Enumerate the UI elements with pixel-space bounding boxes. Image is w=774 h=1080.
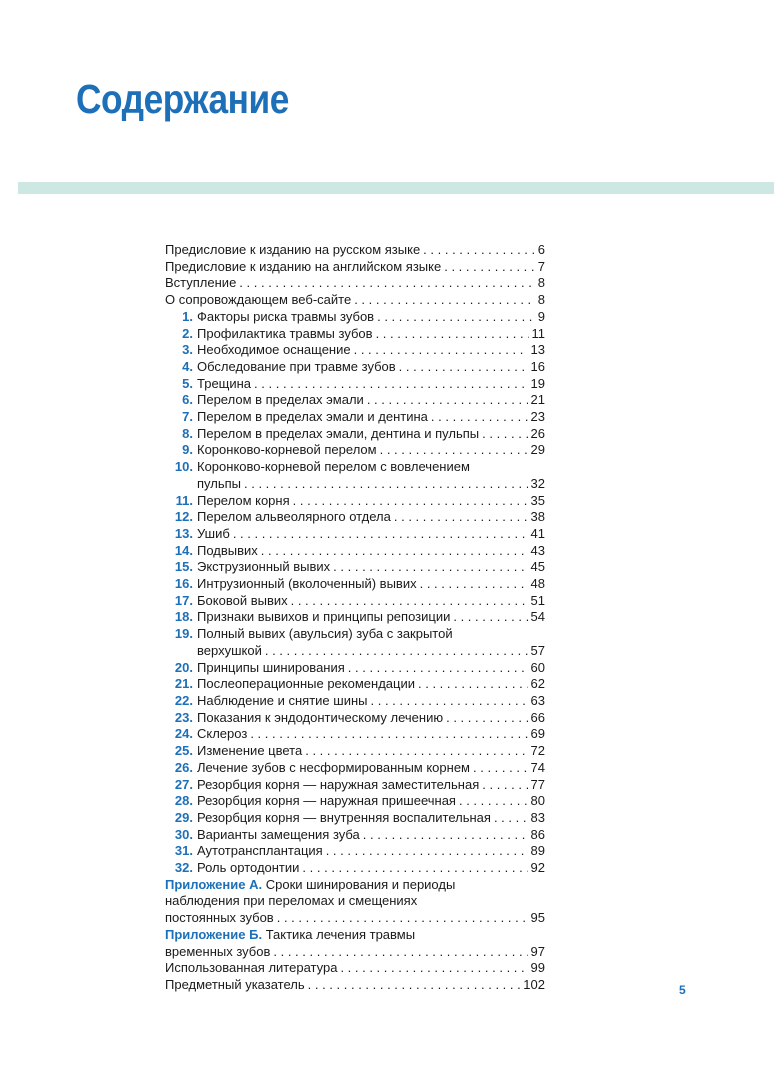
toc-line: [197, 643, 545, 660]
entry-title: Необходимое оснащение: [197, 342, 351, 358]
toc-chapter-entry: [165, 609, 545, 626]
chapter-body: [197, 860, 545, 877]
entry-title-line: Полный вывих (авульсия) зуба с закрытой: [197, 626, 453, 642]
dot-leader: [418, 676, 528, 693]
chapter-number: 10.: [174, 459, 193, 475]
chapter-body: [197, 543, 545, 560]
dot-leader: [376, 326, 529, 343]
entry-page: 41: [530, 525, 545, 541]
dot-leader: [340, 960, 527, 977]
toc-line: [197, 392, 545, 409]
toc-chapter-entry: [165, 426, 545, 443]
entry-page: 51: [530, 592, 545, 608]
toc-line: [197, 843, 545, 860]
chapter-number: 12.: [174, 509, 193, 525]
toc-line: [197, 743, 545, 760]
entry-page: 83: [530, 809, 545, 825]
toc-line: [197, 593, 545, 610]
entry-title: Склероз: [197, 726, 248, 742]
toc-line: [165, 960, 545, 977]
entry-title: Принципы шинирования: [197, 659, 345, 675]
dot-leader: [273, 944, 527, 961]
entry-page: 43: [530, 542, 545, 558]
toc-entry: [165, 259, 545, 276]
dot-leader: [233, 526, 528, 543]
chapter-body: [197, 760, 545, 777]
chapter-body: [197, 326, 545, 343]
appendix-title: Сроки шинирования и периоды: [265, 876, 456, 892]
chapter-body: [197, 810, 545, 827]
toc-line: [197, 726, 545, 743]
chapter-body: [197, 843, 545, 860]
toc-chapter-entry: [165, 392, 545, 409]
toc-chapter-entry: [165, 860, 545, 877]
entry-page: 54: [530, 609, 545, 625]
dot-leader: [371, 693, 528, 710]
chapter-body: [197, 576, 545, 593]
chapter-number: 13.: [174, 525, 193, 541]
toc-line: [197, 359, 545, 376]
chapter-body: [197, 827, 545, 844]
toc-line: [165, 242, 545, 259]
chapter-number: 26.: [174, 759, 193, 775]
entry-page: 45: [530, 559, 545, 575]
dot-leader: [348, 660, 528, 677]
entry-page: 102: [523, 976, 545, 992]
chapter-number: 14.: [174, 542, 193, 558]
chapter-body: [197, 309, 545, 326]
toc-line: [197, 660, 545, 677]
toc-line: [197, 409, 545, 426]
entry-title: Перелом в пределах эмали: [197, 392, 364, 408]
chapter-number: 16.: [174, 576, 193, 592]
entry-title: Аутотрансплантация: [197, 843, 323, 859]
entry-page: 63: [530, 692, 545, 708]
toc-line: [197, 860, 545, 877]
dot-leader: [420, 576, 528, 593]
dot-leader: [305, 743, 527, 760]
toc-chapter-entry: [165, 459, 545, 492]
toc-line: [197, 376, 545, 393]
entry-title: постоянных зубов: [165, 910, 274, 926]
header-band: [18, 182, 774, 194]
toc-chapter-entry: [165, 593, 545, 610]
dot-leader: [333, 559, 527, 576]
dot-leader: [293, 493, 528, 510]
toc-back-matter: [165, 960, 545, 993]
toc-chapter-entry: [165, 793, 545, 810]
toc-front-matter: [165, 242, 545, 309]
chapter-body: [197, 459, 545, 492]
entry-page: 62: [530, 676, 545, 692]
chapter-number: 1.: [182, 308, 193, 324]
entry-title: Варианты замещения зуба: [197, 826, 360, 842]
entry-title: Резорбция корня — наружная пришеечная: [197, 793, 456, 809]
entry-title: Факторы риска травмы зубов: [197, 308, 375, 324]
dot-leader: [367, 392, 528, 409]
chapter-body: [197, 743, 545, 760]
dot-leader: [277, 910, 528, 927]
dot-leader: [446, 710, 527, 727]
chapter-body: [197, 359, 545, 376]
appendix-title: Тактика лечения травмы: [265, 926, 416, 942]
dot-leader: [291, 593, 528, 610]
entry-page: 74: [530, 759, 545, 775]
appendix-first-line: [165, 877, 545, 894]
toc-line: [165, 977, 545, 994]
entry-page: 38: [530, 509, 545, 525]
entry-page: 77: [530, 776, 545, 792]
chapter-number: 24.: [174, 726, 193, 742]
toc-line: [197, 827, 545, 844]
dot-leader: [244, 476, 528, 493]
toc-line: [197, 793, 545, 810]
entry-title: Предисловие к изданию на английском языке: [165, 258, 442, 274]
entry-title: Перелом в пределах эмали и дентина: [197, 409, 428, 425]
entry-page: 86: [530, 826, 545, 842]
entry-page: 66: [530, 709, 545, 725]
toc-line: [197, 676, 545, 693]
toc-chapter-entry: [165, 726, 545, 743]
toc-line: [197, 760, 545, 777]
dot-leader: [399, 359, 528, 376]
chapter-number: 19.: [174, 626, 193, 642]
toc-chapter-entry: [165, 676, 545, 693]
toc-chapter-entry: [165, 559, 545, 576]
chapter-number: 15.: [174, 559, 193, 575]
dot-leader: [354, 292, 535, 309]
toc-chapter-entry: [165, 326, 545, 343]
entry-page: 32: [530, 475, 545, 491]
entry-page: 72: [530, 743, 545, 759]
toc-chapter-entry: [165, 442, 545, 459]
entry-title: Перелом корня: [197, 492, 290, 508]
chapter-body: [197, 376, 545, 393]
toc-line: [197, 710, 545, 727]
entry-page: 26: [530, 425, 545, 441]
toc-chapter-entry: [165, 660, 545, 677]
dot-leader: [459, 793, 528, 810]
entry-title: временных зубов: [165, 943, 271, 959]
dot-leader: [377, 309, 535, 326]
entry-title: Подвывих: [197, 542, 258, 558]
chapter-number: 17.: [174, 592, 193, 608]
toc-line: [197, 576, 545, 593]
chapter-number: 29.: [174, 809, 193, 825]
dot-leader: [326, 843, 528, 860]
entry-page: 29: [530, 442, 545, 458]
dot-leader: [394, 509, 528, 526]
entry-page: 97: [530, 943, 545, 959]
chapter-body: [197, 710, 545, 727]
entry-title: О сопровождающем веб-сайте: [165, 292, 352, 308]
entry-page: 6: [537, 242, 545, 257]
entry-title: Перелом альвеолярного отдела: [197, 509, 391, 525]
toc-chapter-entry: [165, 309, 545, 326]
entry-title-line: Коронково-корневой перелом с вовлечением: [197, 459, 470, 475]
chapter-number: 28.: [174, 793, 193, 809]
toc-line: [197, 476, 545, 493]
chapter-body: [197, 726, 545, 743]
chapter-number: 5.: [182, 375, 193, 391]
dot-leader: [453, 609, 527, 626]
toc-line: [197, 326, 545, 343]
toc-line: [197, 342, 545, 359]
entry-page: 13: [530, 342, 545, 358]
toc-chapter-entry: [165, 743, 545, 760]
entry-title: Изменение цвета: [197, 743, 303, 759]
chapter-number: 3.: [182, 342, 193, 358]
toc-chapter-entry: [165, 576, 545, 593]
chapter-number: 18.: [174, 609, 193, 625]
toc-chapter-entry: [165, 760, 545, 777]
entry-page: 60: [530, 659, 545, 675]
toc-appendix-entry: [165, 927, 545, 960]
entry-title: Роль ортодонтии: [197, 860, 300, 876]
entry-title: Перелом в пределах эмали, дентина и пульпы: [197, 425, 480, 441]
chapter-body: [197, 442, 545, 459]
toc-line: [197, 309, 545, 326]
toc-chapter-entry: [165, 710, 545, 727]
entry-title: Профилактика травмы зубов: [197, 325, 373, 341]
toc-chapter-entry: [165, 543, 545, 560]
dot-leader: [308, 977, 521, 994]
entry-page: 35: [530, 492, 545, 508]
dot-leader: [473, 760, 528, 777]
toc-line: [165, 292, 545, 309]
toc-line: [197, 810, 545, 827]
toc-line: [197, 509, 545, 526]
chapter-number: 20.: [174, 659, 193, 675]
toc-chapter-entry: [165, 376, 545, 393]
entry-page: 57: [530, 642, 545, 658]
toc-chapter-entry: [165, 409, 545, 426]
chapter-body: [197, 392, 545, 409]
entry-page: 7: [537, 258, 545, 274]
chapter-number: 30.: [174, 826, 193, 842]
entry-title: Резорбция корня — внутренняя воспалительная: [197, 809, 491, 825]
dot-leader: [254, 376, 527, 393]
entry-page: 48: [530, 576, 545, 592]
chapter-body: [197, 609, 545, 626]
chapter-number: 25.: [174, 743, 193, 759]
chapter-body: [197, 626, 545, 659]
dot-leader: [261, 543, 528, 560]
entry-title: Обследование при травме зубов: [197, 358, 396, 374]
entry-title: Использованная литература: [165, 960, 338, 976]
chapter-body: [197, 793, 545, 810]
chapter-number: 6.: [182, 392, 193, 408]
entry-page: 80: [530, 793, 545, 809]
toc-chapter-entry: [165, 810, 545, 827]
entry-title: Трещина: [197, 375, 252, 391]
toc-chapter-entry: [165, 342, 545, 359]
table-of-contents: [165, 242, 545, 994]
toc-chapter-entry: [165, 509, 545, 526]
entry-title: Наблюдение и снятие шины: [197, 692, 368, 708]
entry-title: Признаки вывихов и принципы репозиции: [197, 609, 451, 625]
entry-page: 95: [530, 910, 545, 926]
toc-line: [165, 910, 545, 927]
chapter-number: 32.: [174, 860, 193, 876]
dot-leader: [431, 409, 528, 426]
dot-leader: [380, 442, 528, 459]
toc-line: [165, 259, 545, 276]
entry-title: Резорбция корня — наружная заместительная: [197, 776, 480, 792]
chapter-body: [197, 777, 545, 794]
entry-page: 99: [530, 960, 545, 976]
chapter-body: [197, 593, 545, 610]
entry-page: 92: [530, 860, 545, 876]
toc-chapter-entry: [165, 493, 545, 510]
entry-title: Вступление: [165, 275, 237, 291]
appendix-label: Приложение А.: [165, 876, 263, 892]
toc-entry: [165, 977, 545, 994]
chapter-body: [197, 426, 545, 443]
chapter-number: 31.: [174, 843, 193, 859]
toc-appendix-entry: [165, 877, 545, 927]
dot-leader: [363, 827, 528, 844]
toc-line: [197, 543, 545, 560]
entry-title: Лечение зубов с несформированным корнем: [197, 759, 470, 775]
chapter-number: 2.: [182, 325, 193, 341]
toc-entry: [165, 242, 545, 259]
toc-line: [197, 493, 545, 510]
entry-page: 8: [537, 292, 545, 308]
dot-leader: [494, 810, 528, 827]
toc-entry: [165, 960, 545, 977]
dot-leader: [239, 275, 534, 292]
chapter-number: 22.: [174, 692, 193, 708]
toc-line: [197, 559, 545, 576]
chapter-body: [197, 559, 545, 576]
entry-page: 19: [530, 375, 545, 391]
entry-title: Послеоперационные рекомендации: [197, 676, 415, 692]
chapter-number: 11.: [175, 492, 193, 508]
dot-leader: [482, 777, 527, 794]
dot-leader: [482, 426, 527, 443]
page-title: Содержание: [76, 76, 289, 122]
chapter-body: [197, 509, 545, 526]
entry-title: Ушиб: [197, 525, 230, 541]
toc-chapter-entry: [165, 359, 545, 376]
toc-line: [197, 526, 545, 543]
entry-title: Предисловие к изданию на русском языке: [165, 242, 421, 257]
chapter-body: [197, 660, 545, 677]
toc-chapter-entry: [165, 526, 545, 543]
toc-chapter-entry: [165, 777, 545, 794]
dot-leader: [354, 342, 528, 359]
entry-page: 23: [530, 409, 545, 425]
chapter-number: 23.: [174, 709, 193, 725]
entry-title: Предметный указатель: [165, 976, 305, 992]
chapter-number: 8.: [182, 425, 193, 441]
toc-chapter-entry: [165, 827, 545, 844]
toc-line: [197, 426, 545, 443]
entry-title: Экструзионный вывих: [197, 559, 331, 575]
entry-title: верхушкой: [197, 642, 262, 658]
toc-chapter-entry: [165, 843, 545, 860]
toc-line: [165, 944, 545, 961]
chapter-number: 9.: [182, 442, 193, 458]
toc-line: [197, 777, 545, 794]
dot-leader: [444, 259, 535, 276]
entry-page: 89: [530, 843, 545, 859]
dot-leader: [265, 643, 528, 660]
toc-line: [165, 275, 545, 292]
chapter-body: [197, 493, 545, 510]
chapter-body: [197, 693, 545, 710]
toc-line: [197, 442, 545, 459]
chapter-body: [197, 342, 545, 359]
entry-title: Показания к эндодонтическому лечению: [197, 709, 444, 725]
dot-leader: [423, 242, 535, 259]
toc-line: [197, 693, 545, 710]
entry-page: 8: [537, 275, 545, 291]
chapter-number: 4.: [182, 358, 193, 374]
entry-title: Коронково-корневой перелом: [197, 442, 377, 458]
dot-leader: [302, 860, 527, 877]
page-number: 5: [679, 983, 686, 997]
entry-title-line: наблюдения при переломах и смещениях: [165, 893, 418, 909]
entry-page: 69: [530, 726, 545, 742]
toc-chapters: [165, 309, 545, 877]
chapter-body: [197, 409, 545, 426]
entry-title: Боковой вывих: [197, 592, 288, 608]
chapter-body: [197, 676, 545, 693]
toc-line: [197, 609, 545, 626]
entry-page: 16: [530, 358, 545, 374]
entry-page: 21: [530, 392, 545, 408]
appendix-label: Приложение Б.: [165, 926, 263, 942]
chapter-body: [197, 526, 545, 543]
entry-title: Интрузионный (вколоченный) вывих: [197, 576, 417, 592]
dot-leader: [250, 726, 527, 743]
toc-appendices: [165, 877, 545, 961]
toc-chapter-entry: [165, 693, 545, 710]
toc-entry: [165, 275, 545, 292]
entry-page: 11: [531, 325, 545, 341]
entry-title: пульпы: [197, 475, 241, 491]
chapter-number: 7.: [182, 409, 193, 425]
chapter-number: 21.: [174, 676, 193, 692]
toc-entry: [165, 292, 545, 309]
entry-page: 9: [537, 308, 545, 324]
chapter-number: 27.: [174, 776, 193, 792]
appendix-first-line: [165, 927, 545, 944]
toc-chapter-entry: [165, 626, 545, 659]
